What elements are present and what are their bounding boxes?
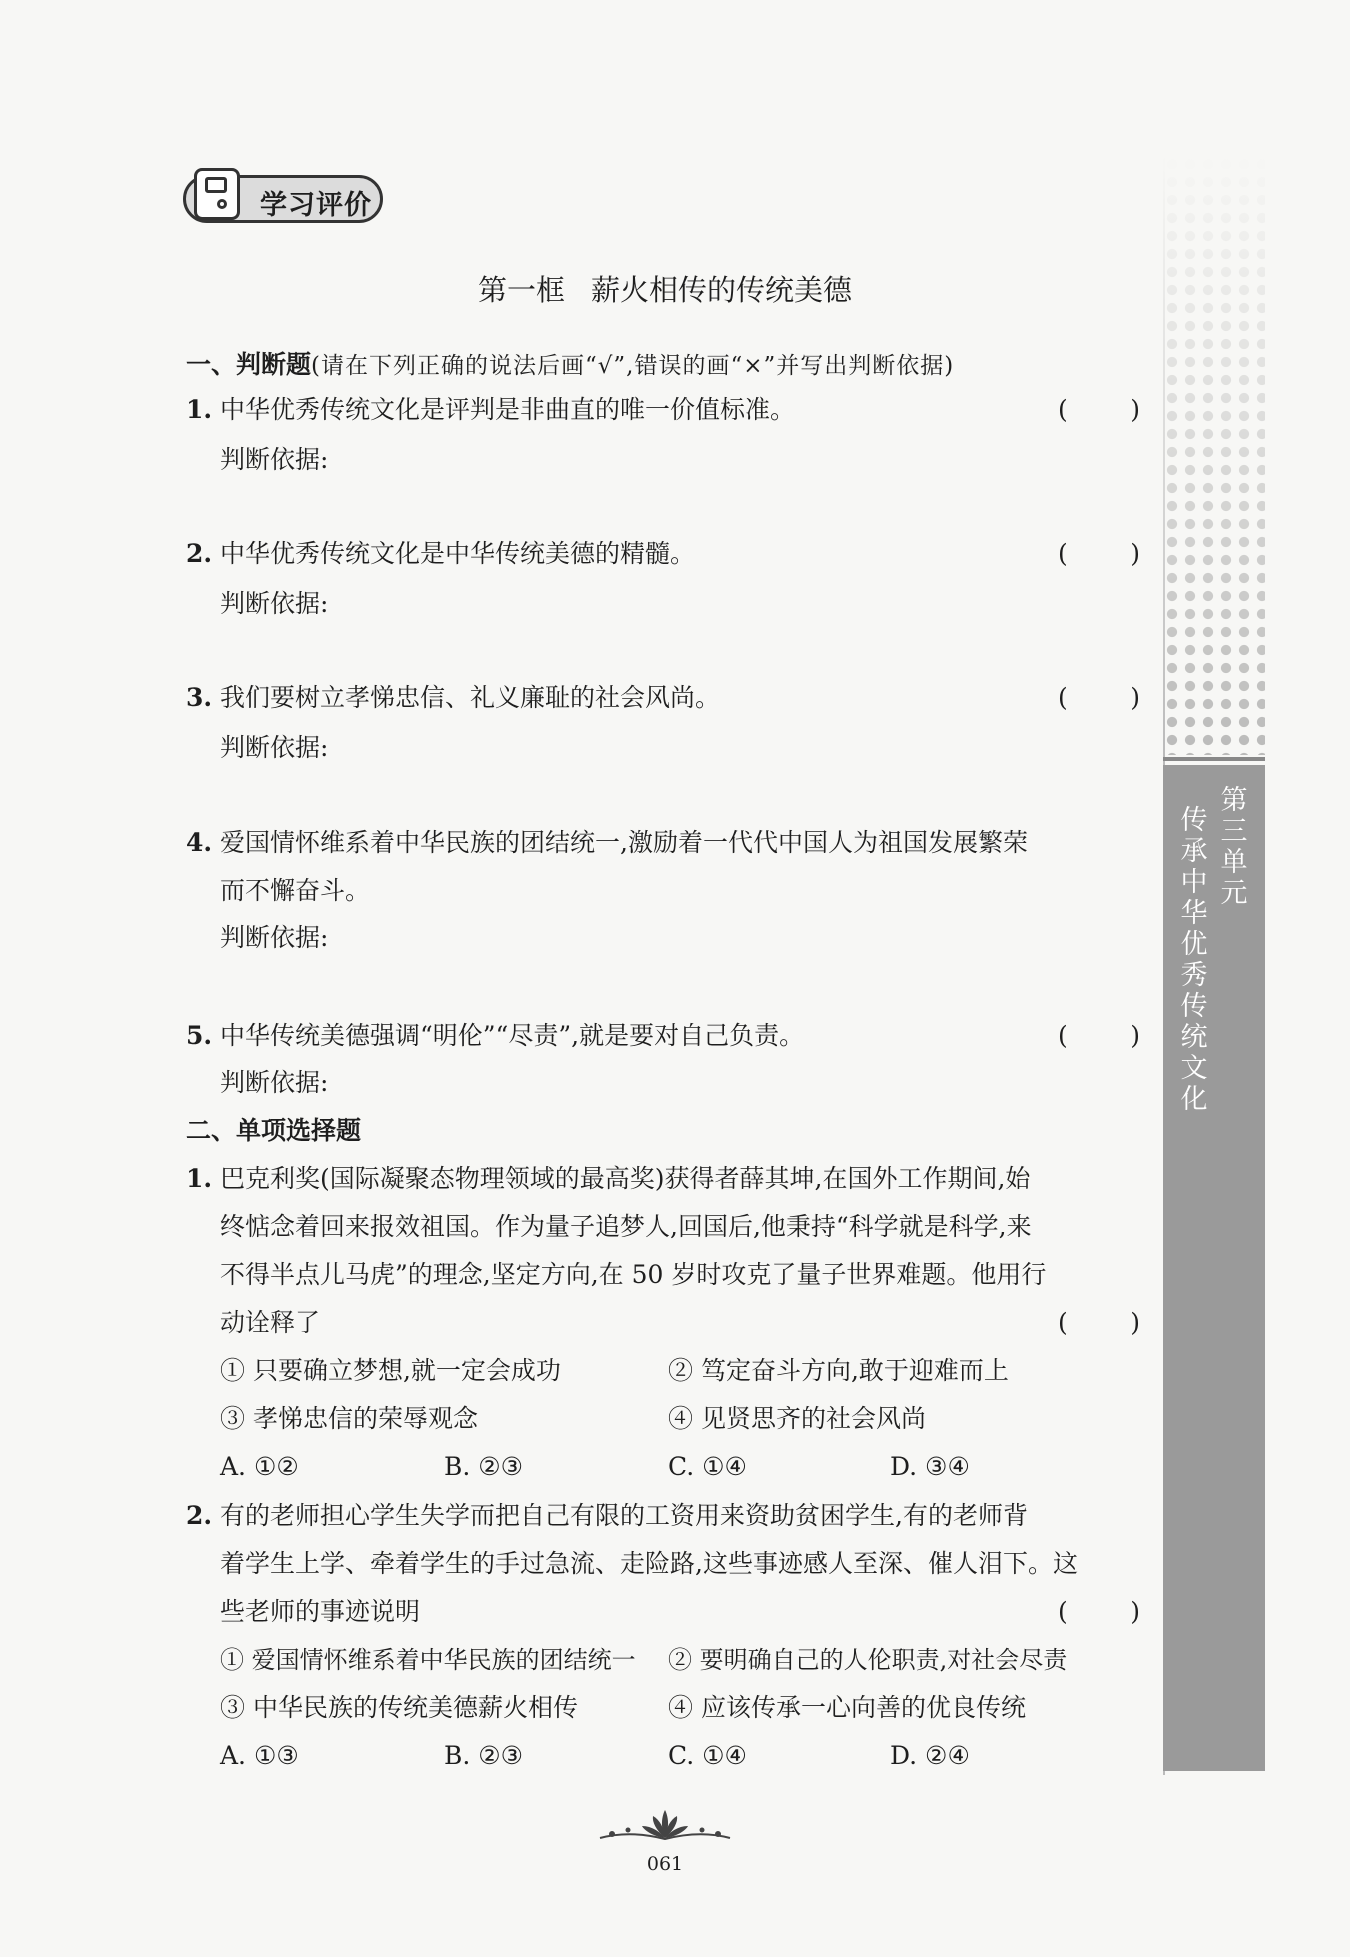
page-number: 061	[646, 1853, 684, 1875]
section-heading-judgement: 一、判断题(请在下列正确的说法后画“√”,错误的画“×”并写出判断依据)	[186, 350, 955, 379]
option: ① 只要确立梦想,就一定会成功	[220, 1356, 561, 1385]
floppy-disk-icon	[194, 168, 240, 220]
answer-blank[interactable]: ( )	[1058, 1021, 1140, 1050]
question-number: 2.	[186, 1501, 213, 1530]
item-number: 2.	[186, 539, 213, 568]
question-line: 巴克利奖(国际凝聚态物理领域的最高奖)获得者薛其坤,在国外工作期间,始	[220, 1164, 1031, 1193]
question-line: 有的老师担心学生失学而把自己有限的工资用来资助贫困学生,有的老师背	[220, 1501, 1028, 1530]
option: ④ 见贤思齐的社会风尚	[668, 1404, 926, 1433]
sidebar-divider	[1163, 757, 1265, 761]
basis-label: 判断依据:	[220, 923, 329, 952]
question-line: 动诠释了	[220, 1308, 321, 1337]
question-line: 不得半点儿马虎”的理念,坚定方向,在 50 岁时攻克了量子世界难题。他用行	[220, 1260, 1047, 1289]
answer-choice[interactable]: C. ①④	[668, 1452, 747, 1481]
item-text: 中华优秀传统文化是中华传统美德的精髓。	[220, 539, 696, 568]
answer-choice[interactable]: A. ①②	[220, 1452, 299, 1481]
item-number: 5.	[186, 1021, 213, 1050]
option: ④ 应该传承一心向善的优良传统	[668, 1693, 1026, 1722]
item-number: 1.	[186, 395, 213, 424]
item-number: 4.	[186, 828, 213, 857]
unit-sidebar	[1163, 765, 1265, 1771]
unit-label: 第三单元	[1220, 785, 1248, 909]
option: ③ 孝悌忠信的荣辱观念	[220, 1404, 478, 1433]
answer-choice[interactable]: B. ②③	[444, 1741, 524, 1770]
question-line: 着学生上学、牵着学生的手过急流、走险路,这些事迹感人至深、催人泪下。这	[220, 1549, 1078, 1578]
answer-choice[interactable]: D. ②④	[890, 1741, 970, 1770]
basis-label: 判断依据:	[220, 733, 329, 762]
item-number: 3.	[186, 683, 213, 712]
answer-choice[interactable]: A. ①③	[220, 1741, 299, 1770]
basis-label: 判断依据:	[220, 1068, 329, 1097]
basis-label: 判断依据:	[220, 445, 329, 474]
answer-blank[interactable]: ( )	[1058, 539, 1140, 568]
question-number: 1.	[186, 1164, 213, 1193]
option: ② 要明确自己的人伦职责,对社会尽责	[668, 1646, 1068, 1674]
answer-choice[interactable]: C. ①④	[668, 1741, 747, 1770]
item-text: 中华传统美德强调“明伦”“尽责”,就是要对自己负责。	[220, 1021, 805, 1050]
answer-blank[interactable]: ( )	[1058, 395, 1140, 424]
option: ③ 中华民族的传统美德薪火相传	[220, 1693, 578, 1722]
option: ① 爱国情怀维系着中华民族的团结统一	[220, 1646, 636, 1674]
section-badge	[183, 175, 383, 223]
section-heading-choice: 二、单项选择题	[186, 1116, 362, 1145]
answer-blank[interactable]: ( )	[1058, 1597, 1140, 1626]
question-line: 终惦念着回来报效祖国。作为量子追梦人,回国后,他秉持“科学就是科学,来	[220, 1212, 1032, 1241]
badge-label: 学习评价	[260, 190, 372, 221]
unit-title: 传承中华优秀传统文化	[1180, 805, 1208, 1115]
answer-blank[interactable]: ( )	[1058, 1308, 1140, 1337]
leaf-ornament-icon	[590, 1808, 740, 1848]
option: ② 笃定奋斗方向,敢于迎难而上	[668, 1356, 1009, 1385]
item-text-cont: 而不懈奋斗。	[220, 876, 371, 905]
answer-choice[interactable]: B. ②③	[444, 1452, 524, 1481]
answer-choice[interactable]: D. ③④	[890, 1452, 970, 1481]
item-text: 我们要树立孝悌忠信、礼义廉耻的社会风尚。	[220, 683, 721, 712]
basis-label: 判断依据:	[220, 589, 329, 618]
page-title: 第一框 薪火相传的传统美德	[477, 273, 853, 307]
item-text: 爱国情怀维系着中华民族的团结统一,激励着一代代中国人为祖国发展繁荣	[220, 828, 1028, 857]
item-text: 中华优秀传统文化是评判是非曲直的唯一价值标准。	[220, 395, 796, 424]
answer-blank[interactable]: ( )	[1058, 683, 1140, 712]
question-line: 些老师的事迹说明	[220, 1597, 421, 1626]
